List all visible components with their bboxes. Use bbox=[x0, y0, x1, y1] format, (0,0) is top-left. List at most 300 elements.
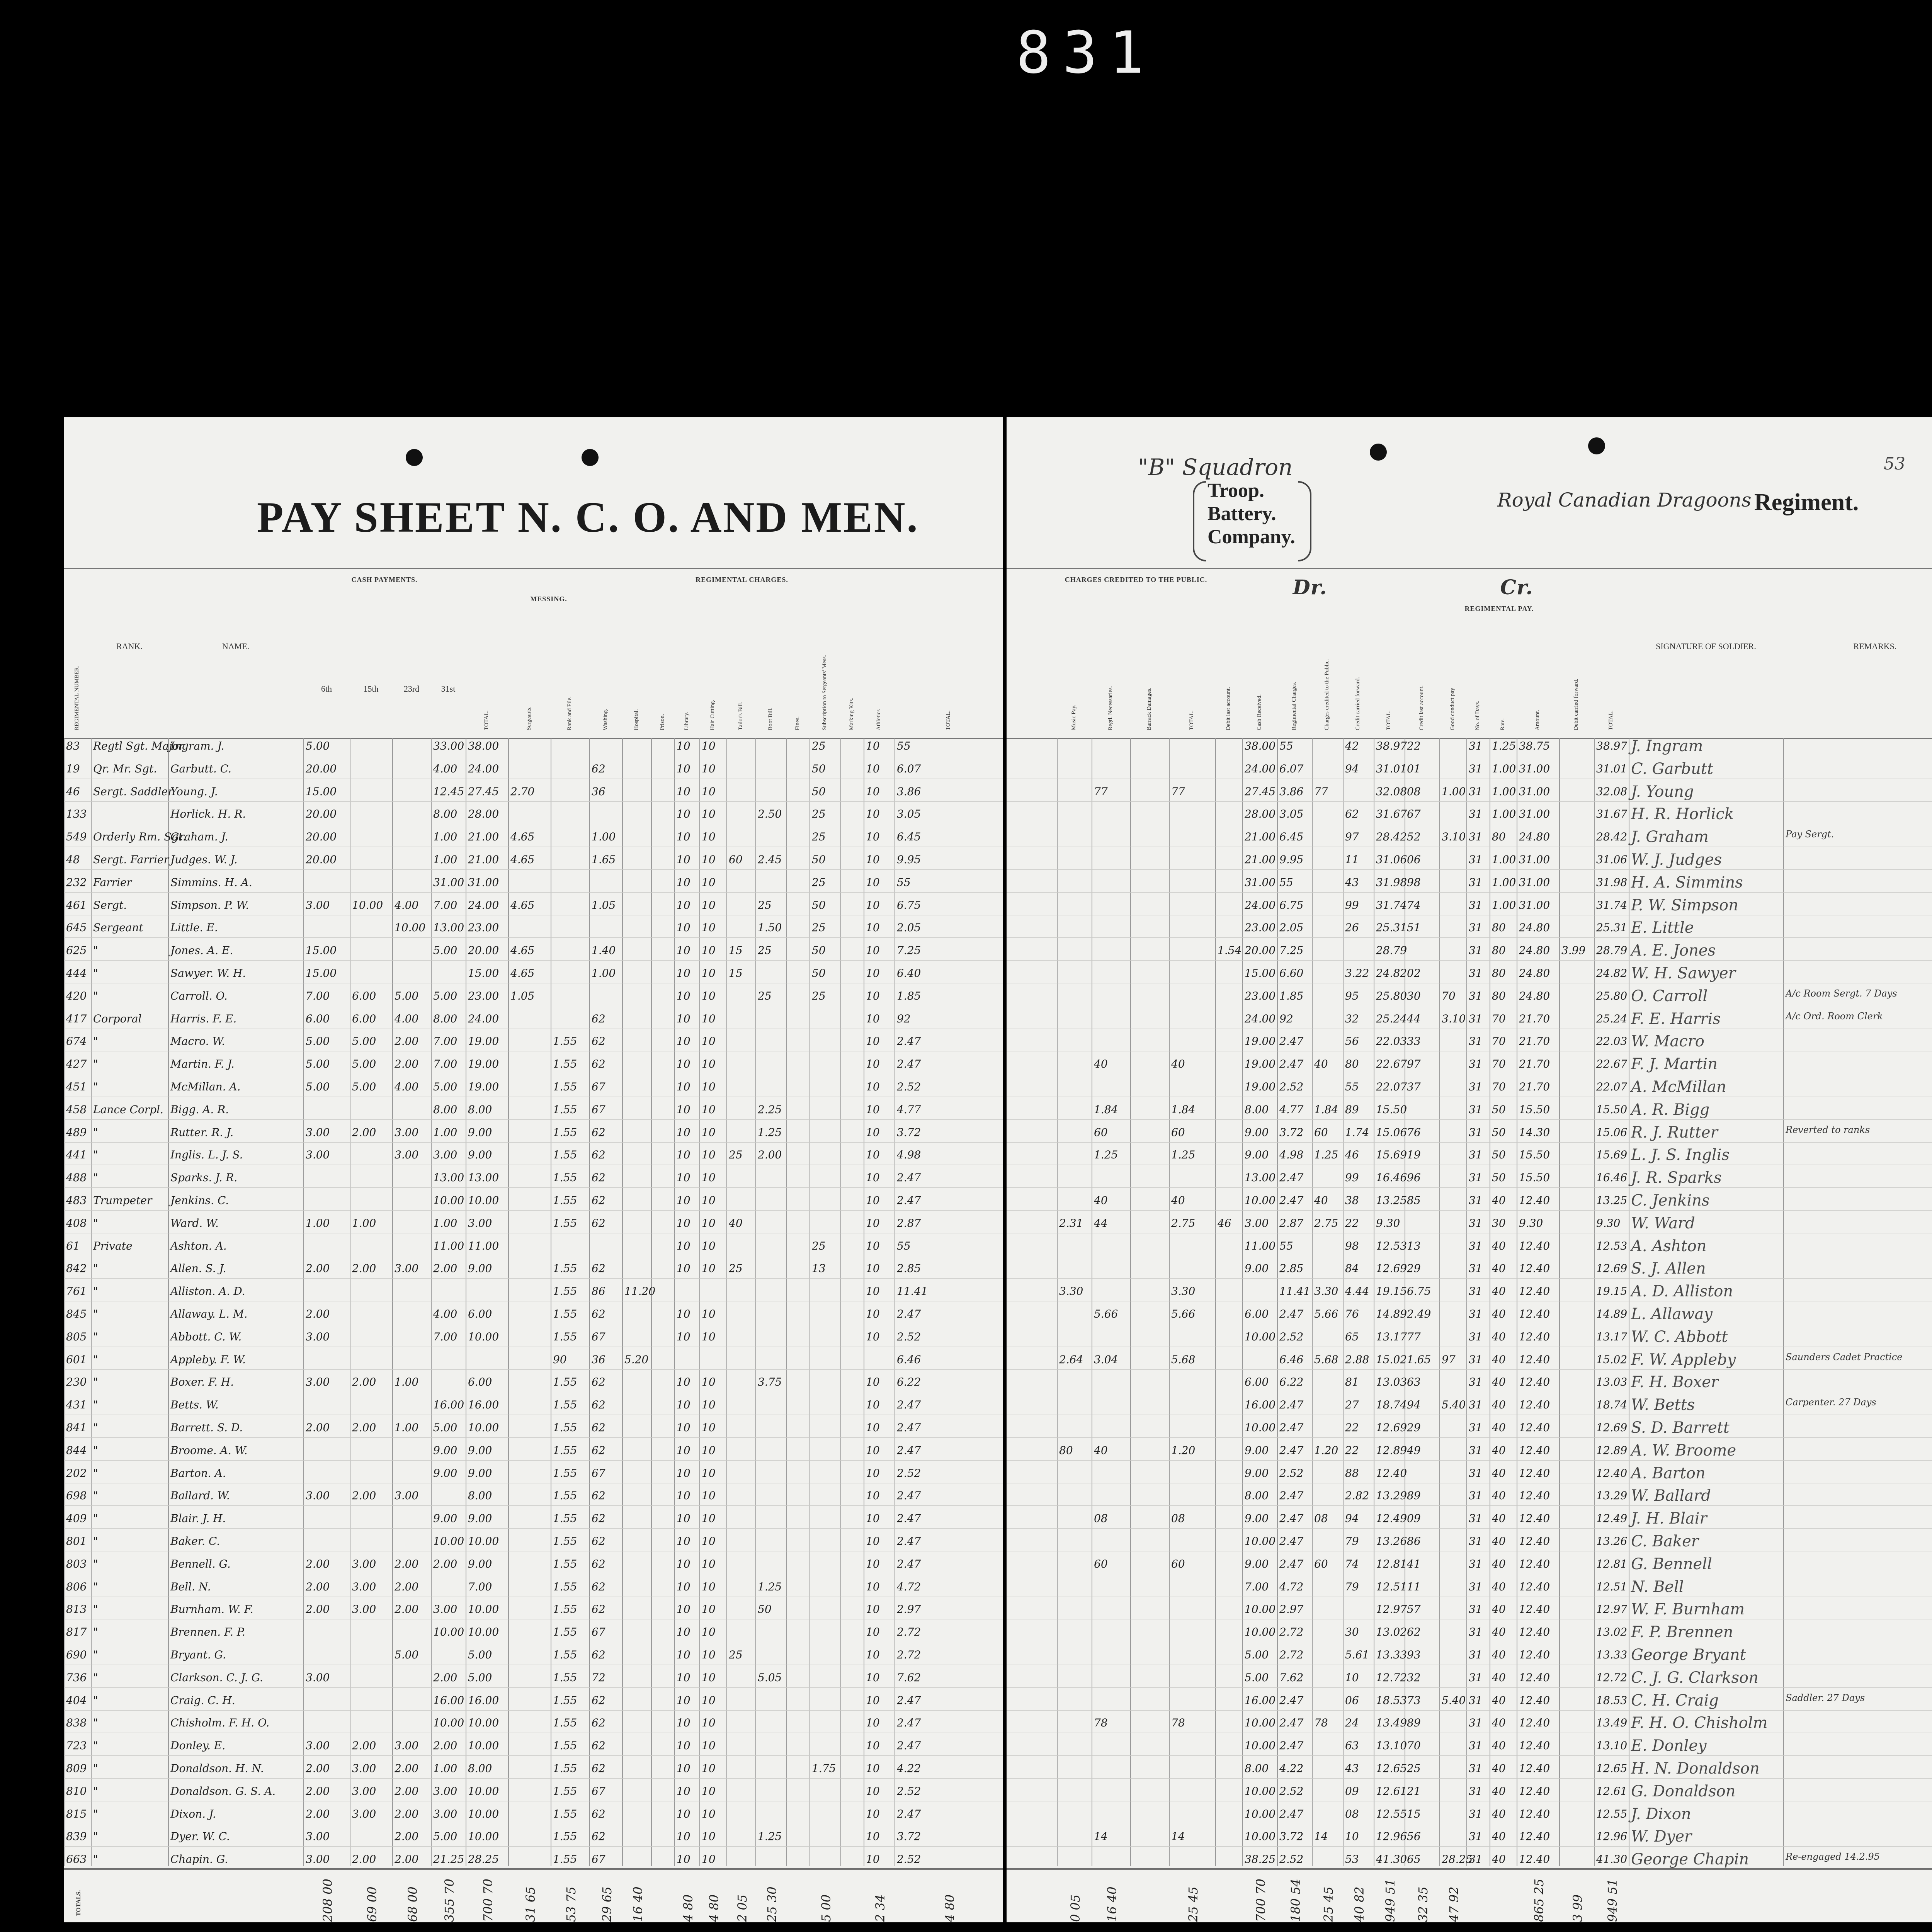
right-total-amt: 865 25 bbox=[1532, 1879, 1546, 1922]
right-cell-sig: C. J. G. Clarkson bbox=[1631, 1668, 1759, 1687]
right-cell-sig: F. W. Appleby bbox=[1631, 1350, 1736, 1369]
left-brace bbox=[1193, 481, 1206, 561]
right-cell-amt: 38.75 bbox=[1519, 740, 1550, 752]
right-row bbox=[1007, 1601, 1932, 1619]
left-cell-sub: 25 bbox=[812, 876, 826, 889]
left-cell-tot: 24.00 bbox=[468, 1012, 499, 1025]
right-cell-rem: Saunders Cadet Practice bbox=[1786, 1351, 1903, 1362]
unit-battery: Battery. bbox=[1208, 503, 1276, 525]
right-total-ctot: 25 45 bbox=[1186, 1886, 1201, 1922]
left-cell-d31: 5.00 bbox=[433, 1830, 457, 1843]
left-cell-wash: 62 bbox=[592, 1648, 605, 1661]
right-row bbox=[1007, 920, 1932, 938]
left-cell-ath: 10 bbox=[866, 1784, 880, 1798]
left-cell-no: 441 bbox=[66, 1148, 87, 1162]
right-cell-cf: 4.44 bbox=[1345, 1285, 1369, 1298]
left-row bbox=[64, 1079, 1003, 1097]
left-cell-name: Harris. F. E. bbox=[170, 1012, 237, 1025]
left-total-d6: 208 00 bbox=[320, 1879, 335, 1922]
left-cell-d23: 4.00 bbox=[395, 1080, 419, 1093]
right-cell-rc: 55 bbox=[1279, 876, 1293, 889]
left-total-d31: 355 70 bbox=[442, 1879, 457, 1922]
right-cell-rc: 7.62 bbox=[1279, 1671, 1304, 1684]
right-total-cp: 25 45 bbox=[1321, 1886, 1336, 1922]
right-cell-amt: 12.40 bbox=[1519, 1512, 1550, 1525]
right-cell-cf: 79 bbox=[1345, 1580, 1359, 1593]
right-cell-rate: 40 bbox=[1492, 1444, 1506, 1457]
right-cell-crt: 28.79 bbox=[1596, 944, 1628, 957]
left-cell-hair: 10 bbox=[702, 1216, 716, 1230]
left-cell-wash: 62 bbox=[592, 1739, 605, 1752]
right-cell-rate: 40 bbox=[1492, 1648, 1506, 1661]
right-cell-crt: 18.53 bbox=[1596, 1694, 1628, 1707]
left-cell-wash: 62 bbox=[592, 1421, 605, 1434]
left-total-hosp: 16 40 bbox=[630, 1886, 645, 1922]
right-cell-crt: 13.02 bbox=[1596, 1626, 1628, 1639]
right-cell-cash: 13.00 bbox=[1245, 1171, 1276, 1184]
right-cell-cl: 63 bbox=[1407, 1376, 1421, 1389]
right-cell-days: 31 bbox=[1469, 1671, 1483, 1684]
left-cell-d23: 2.00 bbox=[395, 1853, 419, 1866]
right-cell-amt: 24.80 bbox=[1519, 989, 1550, 1002]
left-cell-ath: 10 bbox=[866, 1603, 880, 1616]
left-row bbox=[64, 942, 1003, 961]
right-cell-rem: Carpenter. 27 Days bbox=[1786, 1397, 1876, 1408]
right-cell-rc: 2.05 bbox=[1279, 921, 1304, 934]
left-cell-hair: 10 bbox=[702, 876, 716, 889]
left-header-hair: Hair Cutting. bbox=[709, 699, 716, 730]
right-cell-drt: 12.72 bbox=[1376, 1671, 1407, 1684]
left-cell-lib: 10 bbox=[677, 1580, 690, 1593]
left-cell-d23: 3.00 bbox=[395, 1489, 419, 1502]
right-cell-cl: 57 bbox=[1407, 1603, 1421, 1616]
right-cell-cl: 76 bbox=[1407, 1126, 1421, 1139]
left-cell-sgt: 4.65 bbox=[510, 830, 535, 844]
right-cell-days: 31 bbox=[1469, 1762, 1483, 1775]
left-cell-wash: 62 bbox=[592, 1580, 605, 1593]
left-cell-no: 83 bbox=[66, 740, 80, 752]
left-cell-tot: 8.00 bbox=[468, 1103, 492, 1116]
right-cell-days: 31 bbox=[1469, 1376, 1483, 1389]
right-cell-crt: 13.17 bbox=[1596, 1330, 1628, 1343]
right-row bbox=[1007, 897, 1932, 915]
right-cell-rem: A/c Ord. Room Clerk bbox=[1786, 1010, 1883, 1022]
left-cell-d6: 20.00 bbox=[306, 830, 337, 844]
right-cell-rate: 70 bbox=[1492, 1035, 1506, 1048]
left-total-sgt: 31 65 bbox=[523, 1886, 538, 1922]
right-cell-sig: E. Little bbox=[1631, 919, 1694, 937]
left-cell-lib: 10 bbox=[677, 762, 690, 775]
left-cell-rtot: 2.47 bbox=[897, 1058, 921, 1071]
right-cell-rc: 2.85 bbox=[1279, 1262, 1304, 1275]
left-cell-d15: 1.00 bbox=[352, 1216, 376, 1230]
left-total-wash: 29 65 bbox=[599, 1886, 614, 1922]
right-cell-days: 31 bbox=[1469, 1058, 1483, 1071]
right-header-drt: TOTAL. bbox=[1386, 710, 1392, 730]
left-cell-d15: 3.00 bbox=[352, 1807, 376, 1820]
left-cell-d31: 2.00 bbox=[433, 1557, 457, 1570]
left-cell-d15: 2.00 bbox=[352, 1126, 376, 1139]
right-cell-drt: 22.67 bbox=[1376, 1058, 1407, 1071]
left-cell-rank: " bbox=[93, 989, 98, 1002]
right-cell-cash: 24.00 bbox=[1245, 1012, 1276, 1025]
left-cell-wash: 67 bbox=[592, 1080, 605, 1093]
right-cell-amt: 12.40 bbox=[1519, 1421, 1550, 1434]
right-cell-sig: A. McMillan bbox=[1631, 1078, 1726, 1096]
right-cell-crt: 31.01 bbox=[1596, 762, 1628, 775]
left-cell-rtot: 2.47 bbox=[897, 1489, 921, 1502]
left-cell-ath: 10 bbox=[866, 898, 880, 912]
right-cell-dl: 1.54 bbox=[1218, 944, 1242, 957]
left-cell-lib: 10 bbox=[677, 1830, 690, 1843]
left-cell-tail: 25 bbox=[729, 1148, 743, 1162]
right-row bbox=[1007, 1510, 1932, 1529]
left-row bbox=[64, 1124, 1003, 1143]
left-cell-d31: 4.00 bbox=[433, 1308, 457, 1320]
left-cell-no: 761 bbox=[66, 1285, 87, 1298]
right-cell-cl: 08 bbox=[1407, 785, 1421, 798]
left-cell-lib: 10 bbox=[677, 967, 690, 980]
right-cell-amt: 12.40 bbox=[1519, 1603, 1550, 1616]
left-cell-lib: 10 bbox=[677, 740, 690, 752]
right-cell-cash: 10.00 bbox=[1245, 1830, 1276, 1843]
right-cell-cash: 19.00 bbox=[1245, 1035, 1276, 1048]
left-cell-rank: " bbox=[93, 1512, 98, 1525]
left-cell-ath: 10 bbox=[866, 1058, 880, 1071]
left-cell-rank: " bbox=[93, 1694, 98, 1707]
left-cell-rank: " bbox=[93, 1216, 98, 1230]
right-cell-cf: 22 bbox=[1345, 1421, 1359, 1434]
right-cell-drt: 12.97 bbox=[1376, 1603, 1407, 1616]
right-cell-rate: 70 bbox=[1492, 1012, 1506, 1025]
left-cell-sgt: 4.65 bbox=[510, 853, 535, 866]
left-cell-name: Boxer. F. H. bbox=[170, 1376, 234, 1389]
left-cell-name: Clarkson. C. J. G. bbox=[170, 1671, 263, 1684]
right-cell-days: 31 bbox=[1469, 1807, 1483, 1820]
left-cell-wash: 62 bbox=[592, 1216, 605, 1230]
left-cell-ath: 10 bbox=[866, 785, 880, 798]
left-cell-name: Little. E. bbox=[170, 921, 218, 934]
left-row bbox=[64, 1329, 1003, 1347]
right-cell-days: 31 bbox=[1469, 762, 1483, 775]
right-row bbox=[1007, 1647, 1932, 1665]
left-cell-no: 420 bbox=[66, 989, 87, 1002]
left-cell-rf: 1.55 bbox=[553, 1126, 577, 1139]
left-cell-sub: 50 bbox=[812, 944, 826, 957]
right-total-cl: 32 35 bbox=[1416, 1886, 1430, 1922]
right-cell-crt: 13.10 bbox=[1596, 1739, 1628, 1752]
right-cell-rc: 9.95 bbox=[1279, 853, 1304, 866]
left-cell-rank: " bbox=[93, 1398, 98, 1412]
left-cell-wash: 62 bbox=[592, 1557, 605, 1570]
right-cell-rc: 4.72 bbox=[1279, 1580, 1304, 1593]
left-cell-d31: 21.25 bbox=[433, 1853, 464, 1866]
left-cell-d6: 5.00 bbox=[306, 740, 330, 752]
right-cell-ctot: 5.66 bbox=[1171, 1308, 1196, 1320]
right-row bbox=[1007, 1238, 1932, 1256]
right-cell-cash: 27.45 bbox=[1245, 785, 1276, 798]
left-cell-rank: " bbox=[93, 1830, 98, 1843]
left-cell-d6: 5.00 bbox=[306, 1035, 330, 1048]
left-cell-no: 690 bbox=[66, 1648, 87, 1661]
right-cell-sig: F. H. Boxer bbox=[1631, 1373, 1719, 1391]
right-cell-cash: 23.00 bbox=[1245, 921, 1276, 934]
right-cell-crt: 31.74 bbox=[1596, 898, 1628, 912]
left-cell-d6: 2.00 bbox=[306, 1784, 330, 1798]
left-cell-wash: 62 bbox=[592, 1148, 605, 1162]
right-cell-crt: 13.03 bbox=[1596, 1376, 1628, 1389]
left-cell-no: 232 bbox=[66, 876, 87, 889]
right-cell-crt: 12.72 bbox=[1596, 1671, 1628, 1684]
right-cell-sig: P. W. Simpson bbox=[1631, 896, 1738, 914]
left-cell-name: Burnham. W. F. bbox=[170, 1603, 253, 1616]
left-cell-lib: 10 bbox=[677, 1239, 690, 1252]
right-cell-rem: Saddler. 27 Days bbox=[1786, 1692, 1865, 1703]
left-header-pris: Prison. bbox=[659, 714, 665, 730]
left-row bbox=[64, 1692, 1003, 1711]
left-cell-name: Ingram. J. bbox=[170, 740, 224, 752]
left-cell-sub: 50 bbox=[812, 785, 826, 798]
left-row bbox=[64, 1442, 1003, 1461]
left-cell-tot: 8.00 bbox=[468, 1489, 492, 1502]
left-cell-d31: 5.00 bbox=[433, 1421, 457, 1434]
left-cell-rank: " bbox=[93, 1626, 98, 1639]
left-cell-tot: 10.00 bbox=[468, 1194, 499, 1207]
left-cell-hair: 10 bbox=[702, 830, 716, 844]
left-row bbox=[64, 1510, 1003, 1529]
left-cell-rtot: 3.86 bbox=[897, 785, 921, 798]
right-row bbox=[1007, 1420, 1932, 1438]
right-cell-amt: 31.00 bbox=[1519, 785, 1550, 798]
left-cell-name: Ashton. A. bbox=[170, 1239, 227, 1252]
right-cell-amt: 24.80 bbox=[1519, 921, 1550, 934]
right-cell-rc: 2.72 bbox=[1279, 1626, 1304, 1639]
left-cell-no: 489 bbox=[66, 1126, 87, 1139]
right-cell-crt: 12.49 bbox=[1596, 1512, 1628, 1525]
right-header-cp: Charges credited to the Public. bbox=[1324, 659, 1330, 730]
left-cell-hair: 10 bbox=[702, 1126, 716, 1139]
left-cell-hair: 10 bbox=[702, 1580, 716, 1593]
left-cell-d31: 10.00 bbox=[433, 1626, 464, 1639]
left-cell-boot: 1.25 bbox=[758, 1126, 782, 1139]
left-cell-rtot: 2.47 bbox=[897, 1035, 921, 1048]
left-cell-hair: 10 bbox=[702, 1058, 716, 1071]
left-cell-ath: 10 bbox=[866, 1694, 880, 1707]
right-row bbox=[1007, 1806, 1932, 1824]
left-cell-ath: 10 bbox=[866, 1194, 880, 1207]
left-cell-ath: 10 bbox=[866, 1853, 880, 1866]
right-cell-cl: 96 bbox=[1407, 1171, 1421, 1184]
left-cell-ath: 10 bbox=[866, 740, 880, 752]
right-cell-days: 31 bbox=[1469, 740, 1483, 752]
right-cell-cash: 10.00 bbox=[1245, 1784, 1276, 1798]
right-cell-ctot: 40 bbox=[1171, 1194, 1185, 1207]
left-cell-rank: " bbox=[93, 1444, 98, 1457]
left-cell-tot: 19.00 bbox=[468, 1058, 499, 1071]
left-cell-rf: 1.55 bbox=[553, 1762, 577, 1775]
left-cell-hair: 10 bbox=[702, 1694, 716, 1707]
right-cell-cp: 78 bbox=[1314, 1716, 1328, 1730]
right-cell-drt: 12.65 bbox=[1376, 1762, 1407, 1775]
right-cell-cl: 29 bbox=[1407, 1421, 1421, 1434]
right-total-mus: 0 05 bbox=[1068, 1894, 1083, 1922]
left-cell-d6: 20.00 bbox=[306, 808, 337, 821]
left-cell-rank: " bbox=[93, 1807, 98, 1820]
left-cell-rf: 1.55 bbox=[553, 1512, 577, 1525]
left-total-boot: 25 30 bbox=[765, 1886, 779, 1922]
left-cell-rf: 1.55 bbox=[553, 1557, 577, 1570]
right-total-df: 3 99 bbox=[1570, 1894, 1585, 1922]
right-cell-mus: 3.30 bbox=[1059, 1285, 1083, 1298]
left-row bbox=[64, 1306, 1003, 1324]
left-cell-rank: " bbox=[93, 1080, 98, 1093]
left-cell-name: Blair. J. H. bbox=[170, 1512, 226, 1525]
left-cell-lib: 10 bbox=[677, 1489, 690, 1502]
right-column-headers bbox=[1007, 568, 1932, 739]
right-cell-cl: 98 bbox=[1407, 876, 1421, 889]
left-cell-tot: 24.00 bbox=[468, 762, 499, 775]
left-cell-ath: 10 bbox=[866, 1739, 880, 1752]
right-cell-rc: 2.47 bbox=[1279, 1489, 1304, 1502]
left-header-tot: TOTAL. bbox=[483, 710, 490, 730]
left-cell-boot: 3.75 bbox=[758, 1376, 782, 1389]
left-cell-wash: 86 bbox=[592, 1285, 605, 1298]
left-cell-no: 549 bbox=[66, 830, 87, 844]
left-cell-name: Simmins. H. A. bbox=[170, 876, 252, 889]
right-cell-sig: J. H. Blair bbox=[1631, 1510, 1707, 1528]
left-cell-d31: 11.00 bbox=[433, 1239, 464, 1252]
left-cell-tail: 25 bbox=[729, 1262, 743, 1275]
left-cell-wash: 67 bbox=[592, 1626, 605, 1639]
right-cell-cf: 09 bbox=[1345, 1784, 1359, 1798]
left-cell-lib: 10 bbox=[677, 944, 690, 957]
right-cell-amt: 12.40 bbox=[1519, 1466, 1550, 1480]
left-total-tail: 2 05 bbox=[735, 1894, 750, 1922]
right-cell-cl: 67 bbox=[1407, 808, 1421, 821]
right-cell-amt: 12.40 bbox=[1519, 1784, 1550, 1798]
right-cell-cash: 5.00 bbox=[1245, 1671, 1269, 1684]
right-cell-days: 31 bbox=[1469, 1239, 1483, 1252]
right-header-dl: Debit last account. bbox=[1225, 687, 1231, 730]
left-cell-ath: 10 bbox=[866, 1648, 880, 1661]
left-cell-hair: 10 bbox=[702, 1784, 716, 1798]
left-cell-rtot: 6.22 bbox=[897, 1376, 921, 1389]
right-cell-days: 31 bbox=[1469, 1694, 1483, 1707]
left-cell-boot: 1.25 bbox=[758, 1830, 782, 1843]
right-cell-cf: 98 bbox=[1345, 1239, 1359, 1252]
left-cell-hair: 10 bbox=[702, 1512, 716, 1525]
right-cell-rate: 1.00 bbox=[1492, 808, 1516, 821]
left-cell-name: McMillan. A. bbox=[170, 1080, 241, 1093]
left-cell-d23: 2.00 bbox=[395, 1557, 419, 1570]
right-cell-cash: 24.00 bbox=[1245, 898, 1276, 912]
right-cell-cash: 16.00 bbox=[1245, 1398, 1276, 1412]
right-cell-rc: 3.86 bbox=[1279, 785, 1304, 798]
right-cell-sig: F. E. Harris bbox=[1631, 1010, 1721, 1028]
left-cell-d23: 5.00 bbox=[395, 989, 419, 1002]
right-cell-cl: 56 bbox=[1407, 1830, 1421, 1843]
left-cell-d31: 7.00 bbox=[433, 898, 457, 912]
left-cell-rtot: 2.52 bbox=[897, 1330, 921, 1343]
right-row bbox=[1007, 1783, 1932, 1801]
left-cell-d23: 3.00 bbox=[395, 1739, 419, 1752]
left-cell-wash: 62 bbox=[592, 1171, 605, 1184]
right-cell-gc: 5.40 bbox=[1442, 1398, 1466, 1412]
right-cell-rate: 1.25 bbox=[1492, 740, 1516, 752]
right-cell-nec: 40 bbox=[1094, 1058, 1108, 1071]
left-cell-rf: 1.55 bbox=[553, 1784, 577, 1798]
left-row bbox=[64, 1033, 1003, 1051]
right-cell-cl: 51 bbox=[1407, 921, 1421, 934]
right-cell-cl: 89 bbox=[1407, 1489, 1421, 1502]
debit-group: Dr. bbox=[1293, 576, 1327, 599]
left-cell-wash: 36 bbox=[592, 1353, 605, 1366]
left-cell-d6: 20.00 bbox=[306, 762, 337, 775]
left-cell-ath: 10 bbox=[866, 1421, 880, 1434]
right-cell-cl: 22 bbox=[1407, 740, 1421, 752]
right-cell-days: 31 bbox=[1469, 785, 1483, 798]
right-cell-rc: 2.47 bbox=[1279, 1739, 1304, 1752]
right-cell-drt: 12.96 bbox=[1376, 1830, 1407, 1843]
right-cell-crt: 14.89 bbox=[1596, 1308, 1628, 1320]
left-cell-no: 841 bbox=[66, 1421, 87, 1434]
left-cell-d31: 7.00 bbox=[433, 1330, 457, 1343]
left-cell-d31: 2.00 bbox=[433, 1262, 457, 1275]
right-cell-crt: 12.55 bbox=[1596, 1807, 1628, 1820]
right-cell-amt: 12.40 bbox=[1519, 1694, 1550, 1707]
left-cell-ath: 10 bbox=[866, 1012, 880, 1025]
left-cell-no: 844 bbox=[66, 1444, 87, 1457]
left-cell-name: Simpson. P. W. bbox=[170, 898, 249, 912]
left-cell-no: 842 bbox=[66, 1262, 87, 1275]
left-cell-rtot: 2.47 bbox=[897, 1444, 921, 1457]
right-cell-drt: 15.06 bbox=[1376, 1126, 1407, 1139]
left-cell-tot: 23.00 bbox=[468, 989, 499, 1002]
left-cell-ath: 10 bbox=[866, 921, 880, 934]
left-cell-name: Allen. S. J. bbox=[170, 1262, 226, 1275]
left-cell-d31: 9.00 bbox=[433, 1444, 457, 1457]
right-cell-crt: 15.06 bbox=[1596, 1126, 1628, 1139]
left-cell-wash: 62 bbox=[592, 1535, 605, 1548]
left-cell-name: Bigg. A. R. bbox=[170, 1103, 229, 1116]
right-cell-cf: 3.22 bbox=[1345, 967, 1369, 980]
left-cell-d31: 12.45 bbox=[433, 785, 464, 798]
left-cell-rtot: 2.47 bbox=[897, 1557, 921, 1570]
left-cell-tot: 10.00 bbox=[468, 1330, 499, 1343]
right-cell-rc: 2.47 bbox=[1279, 1557, 1304, 1570]
right-row bbox=[1007, 1556, 1932, 1574]
left-cell-no: 736 bbox=[66, 1671, 87, 1684]
right-cell-cash: 20.00 bbox=[1245, 944, 1276, 957]
right-cell-rate: 40 bbox=[1492, 1853, 1506, 1866]
right-cell-nec: 60 bbox=[1094, 1557, 1108, 1570]
right-cell-days: 31 bbox=[1469, 1126, 1483, 1139]
right-cell-amt: 12.40 bbox=[1519, 1398, 1550, 1412]
left-cell-rf: 1.55 bbox=[553, 1716, 577, 1730]
left-cell-d15: 3.00 bbox=[352, 1603, 376, 1616]
right-cell-crt: 41.30 bbox=[1596, 1853, 1628, 1866]
right-cell-rc: 6.46 bbox=[1279, 1353, 1304, 1366]
right-row bbox=[1007, 942, 1932, 961]
right-cell-rc: 2.47 bbox=[1279, 1398, 1304, 1412]
right-cell-cash: 6.00 bbox=[1245, 1376, 1269, 1389]
left-cell-lib: 10 bbox=[677, 1194, 690, 1207]
left-cell-sub: 50 bbox=[812, 853, 826, 866]
left-cell-d31: 3.00 bbox=[433, 1603, 457, 1616]
left-cell-wash: 62 bbox=[592, 1694, 605, 1707]
left-cell-no: 839 bbox=[66, 1830, 87, 1843]
right-cell-rate: 1.00 bbox=[1492, 762, 1516, 775]
